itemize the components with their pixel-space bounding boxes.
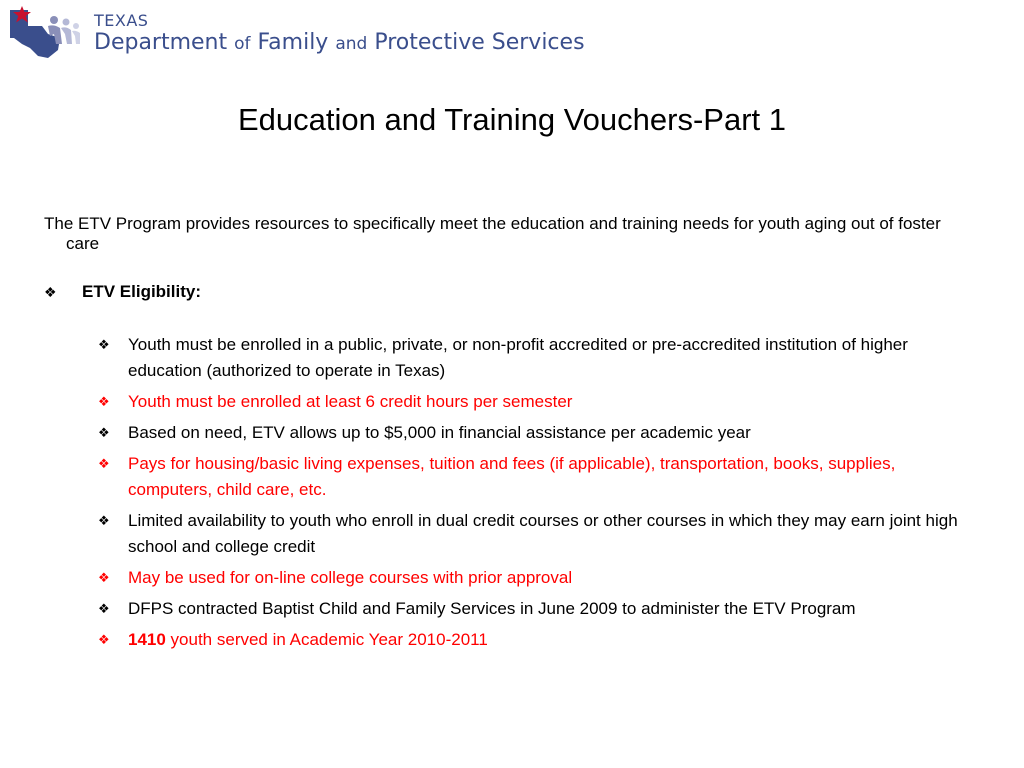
list-item-text: DFPS contracted Baptist Child and Family Services in June 2009 to administer the ETV Program [128, 599, 856, 618]
diamond-bullet-icon: ❖ [98, 337, 110, 352]
intro-paragraph: The ETV Program provides resources to specifically meet the education and training needs for youth aging out of foster care [44, 214, 941, 253]
list-item-text: May be used for on-line college courses with prior approval [128, 568, 573, 587]
diamond-bullet-icon: ❖ [98, 394, 110, 409]
list-item [98, 332, 968, 384]
diamond-bullet-icon: ❖ [44, 284, 57, 300]
diamond-bullet-icon: ❖ [98, 570, 110, 585]
list-item-text: Based on need, ETV allows up to $5,000 in financial assistance per academic year [128, 423, 751, 442]
diamond-bullet-icon: ❖ [98, 601, 110, 616]
list-item-text: Limited availability to youth who enroll in dual credit courses or other courses in which they may earn joint high school and college credit [128, 511, 958, 556]
list-item [98, 420, 968, 446]
youth-served-count: 1410 [128, 630, 166, 649]
list-item [98, 565, 968, 591]
list-item [98, 389, 968, 415]
list-item-text: Youth must be enrolled at least 6 credit hours per semester [128, 392, 573, 411]
list-item [98, 451, 968, 503]
eligibility-label: ETV Eligibility: [82, 282, 202, 301]
logo-state-text: TEXAS [94, 11, 149, 30]
list-item-text: Youth must be enrolled in a public, private, or non-profit accredited or pre-accredited institution of higher education (authorized to operate in Texas) [128, 335, 908, 380]
list-item [98, 508, 968, 560]
list-item-text: Pays for housing/basic living expenses, tuition and fees (if applicable), transportation, books, supplies, computers, child care, etc. [128, 454, 896, 499]
eligibility-list [98, 332, 968, 658]
texas-family-logo-icon [8, 4, 88, 62]
diamond-bullet-icon: ❖ [98, 632, 110, 647]
list-item [98, 596, 968, 622]
logo-agency-text: Department of Family and Protective Services [94, 30, 585, 55]
slide-title: Education and Training Vouchers-Part 1 [237, 102, 786, 137]
dfps-logo [8, 4, 585, 64]
diamond-bullet-icon: ❖ [98, 456, 110, 471]
list-item [98, 627, 968, 653]
diamond-bullet-icon: ❖ [98, 425, 110, 440]
eligibility-heading [44, 281, 201, 303]
list-item-text: 1410 youth served in Academic Year 2010-2011 [128, 630, 488, 649]
diamond-bullet-icon: ❖ [98, 513, 110, 528]
